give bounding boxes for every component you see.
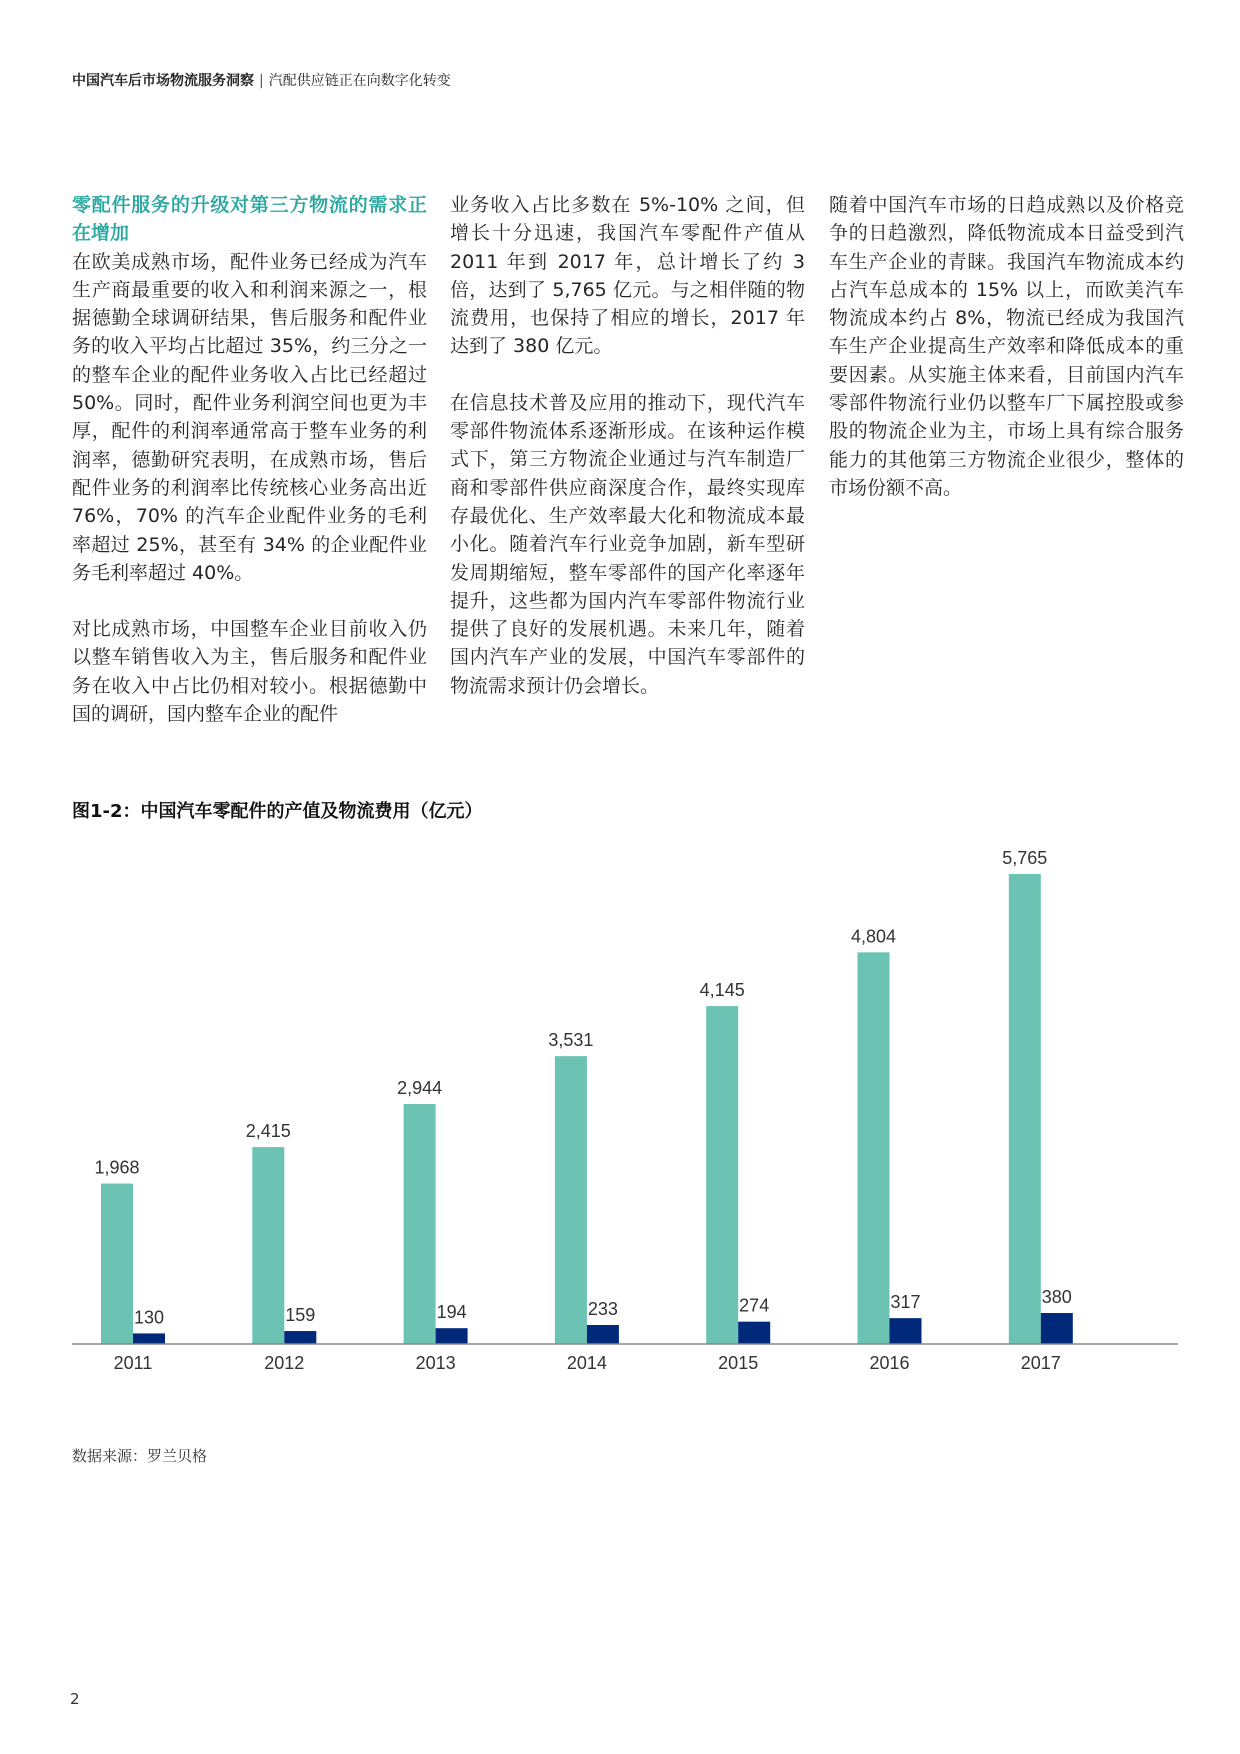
x-tick-label-2015: 2015 — [718, 1353, 759, 1373]
data-label-output-value-2011: 1,968 — [94, 1157, 140, 1178]
bar-logistics-cost-2013 — [436, 1328, 468, 1344]
data-label-output-value-2013: 2,944 — [397, 1077, 443, 1098]
paragraph-3-1: 随着中国汽车市场的日趋成熟以及价格竞争的日趋激烈，降低物流成本日益受到汽车生产企业的青睐。我国汽车物流成本约占汽车总成本的 15% 以上，而欧美汽车物流成本约占 8%，物流已经成为我国汽车生产企业提高生产效率和降低成本的重要因素。从实施主体来看，目前国内汽车零部件物流行业仍以整车厂下属控股或参股的物流企业为主，市场上具有综合服务能力的其他第三方物流企业很少，整体的市场份额不高。 — [829, 194, 1184, 499]
bar-output-value-2016 — [858, 952, 890, 1344]
paragraph-2-2: 在信息技术普及应用的推动下，现代汽车零部件物流体系逐渐形成。在该种运作模式下，第三方物流企业通过与汽车制造厂商和零部件供应商深度合作，最终实现库存最优化、生产效率最大化和物流成本最小化。随着汽车行业竞争加剧，新车型研发周期缩短，整车零部件的国产化率逐年提升，这些都为国内汽车零部件物流行业提供了良好的发展机遇。未来几年，随着国内汽车产业的发展，中国汽车零部件的物流需求预计仍会增长。 — [450, 391, 805, 697]
x-tick-label-2012: 2012 — [264, 1353, 305, 1373]
bar-output-value-2013 — [404, 1104, 436, 1344]
bar-logistics-cost-2011 — [133, 1333, 165, 1344]
bar-output-value-2012 — [252, 1147, 284, 1344]
data-label-logistics-cost-2015: 274 — [739, 1295, 770, 1316]
x-tick-label-2017: 2017 — [1020, 1353, 1061, 1373]
x-tick-label-2011: 2011 — [113, 1353, 153, 1373]
bar-logistics-cost-2017 — [1041, 1313, 1073, 1344]
data-label-logistics-cost-2012: 159 — [285, 1305, 316, 1326]
header-title: 中国汽车后市场物流服务洞察 — [72, 73, 254, 89]
x-tick-label-2013: 2013 — [415, 1353, 456, 1373]
data-label-output-value-2015: 4,145 — [699, 980, 745, 1001]
bar-output-value-2015 — [706, 1006, 738, 1344]
paragraph-1-2: 对比成熟市场，中国整车企业目前收入仍以整车销售收入为主，售后服务和配件业务在收入中占比仍相对较小。根据德勤中国的调研，国内整车企业的配件 — [72, 618, 427, 726]
data-label-logistics-cost-2017: 380 — [1041, 1287, 1072, 1308]
bar-output-value-2014 — [555, 1056, 587, 1344]
header-subtitle: 汽配供应链正在向数字化转变 — [268, 73, 451, 89]
page-number: 2 — [70, 1690, 80, 1708]
bar-logistics-cost-2014 — [587, 1325, 619, 1344]
bar-logistics-cost-2015 — [738, 1322, 770, 1344]
data-label-output-value-2014: 3,531 — [548, 1030, 594, 1051]
data-label-logistics-cost-2016: 317 — [890, 1292, 921, 1313]
data-label-output-value-2016: 4,804 — [850, 926, 897, 947]
data-label-output-value-2012: 2,415 — [245, 1121, 291, 1142]
page-header — [72, 70, 451, 90]
x-tick-label-2016: 2016 — [869, 1353, 910, 1373]
bar-output-value-2011 — [101, 1184, 133, 1344]
paragraph-1-1: 在欧美成熟市场，配件业务已经成为汽车生产商最重要的收入和利润来源之一，根据德勤全球调研结果，售后服务和配件业务的收入平均占比超过 35%，约三分之一的整车企业的配件业务收入占比已经超过 50%。同时，配件业务利润空间也更为丰厚，配件的利润率通常高于整车业务的利润率，德勤研究表明，在成熟市场，售后配件业务的利润率比传统核心业务高出近 76%，70% 的汽车企业配件业务的毛利率超过 25%，甚至有 34% 的企业配件业务毛利率超过 40%。 — [72, 250, 427, 584]
bar-logistics-cost-2016 — [890, 1318, 922, 1344]
section-heading: 零配件服务的升级对第三方物流的需求正在增加 — [72, 194, 427, 245]
text-column-3 — [829, 191, 1184, 530]
bar-output-value-2017 — [1009, 874, 1041, 1344]
figure-title: 图1-2：中国汽车零配件的产值及物流费用（亿元） — [72, 801, 483, 822]
paragraph-2-1: 业务收入占比多数在 5%-10% 之间，但增长十分迅速，我国汽车零配件产值从 2011 年到 2017 年，总计增长了约 3 倍，达到了 5,765 亿元。与之相伴随的物流费用，也保持了相应的增长，2017 年达到了 380 亿元。 — [450, 194, 805, 358]
x-tick-label-2014: 2014 — [566, 1353, 607, 1373]
data-label-logistics-cost-2013: 194 — [436, 1302, 467, 1323]
text-column-1 — [72, 191, 427, 756]
bar-logistics-cost-2012 — [284, 1331, 316, 1344]
data-label-logistics-cost-2011: 130 — [133, 1307, 165, 1328]
header-separator: | — [259, 73, 264, 89]
data-label-logistics-cost-2014: 233 — [587, 1299, 618, 1320]
data-source: 数据来源：罗兰贝格 — [72, 1447, 208, 1465]
text-column-2 — [450, 191, 805, 728]
data-label-output-value-2017: 5,765 — [1002, 848, 1048, 868]
